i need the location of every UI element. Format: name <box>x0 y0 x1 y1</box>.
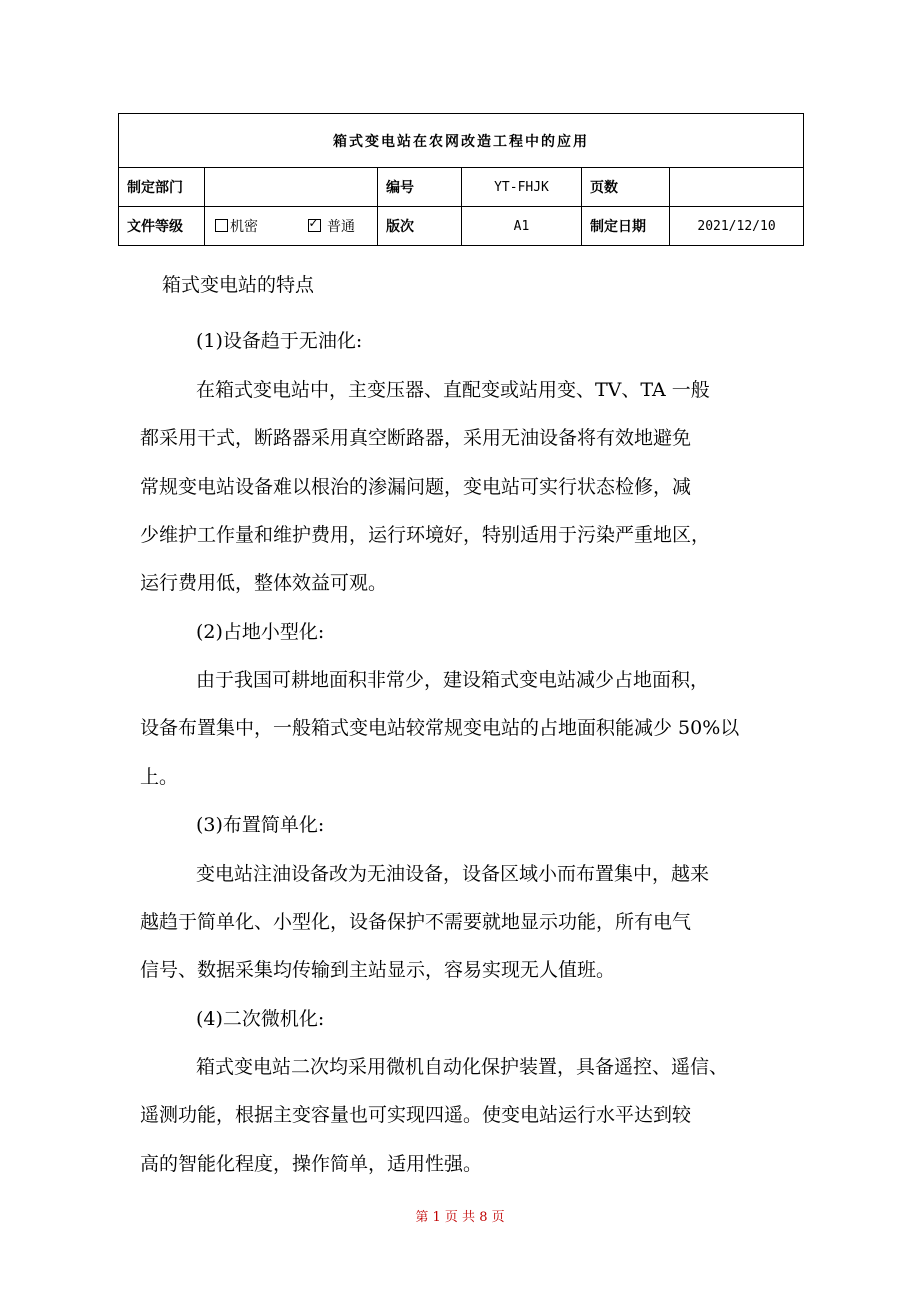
paragraph-line: 箱式变电站二次均采用微机自动化保护装置，具备遥控、遥信、 <box>196 1056 729 1078</box>
page-footer: 第 1 页 共 8 页 <box>415 1210 505 1225</box>
paragraph-line: 运行费用低，整体效益可观。 <box>140 572 388 594</box>
code-value: YT-FHJK <box>462 168 582 207</box>
paragraph-line: 上。 <box>140 766 179 788</box>
level-option-confidential <box>215 216 258 236</box>
paragraph-line: 高的智能化程度，操作简单，适用性强。 <box>140 1153 483 1175</box>
paragraph-line: 遥测功能，根据主变容量也可实现四遥。使变电站运行水平达到较 <box>140 1104 692 1126</box>
paragraph-line: 在箱式变电站中，主变压器、直配变或站用变、TV、TA 一般 <box>196 379 710 401</box>
document-title: 箱式变电站在农网改造工程中的应用 <box>119 114 804 168</box>
checkbox-checked-icon <box>308 219 321 232</box>
level-option-normal <box>308 216 355 236</box>
paragraph-line: 信号、数据采集均传输到主站显示，容易实现无人值班。 <box>140 959 616 981</box>
subheading: (4)二次微机化: <box>196 1008 325 1030</box>
checkbox-empty-icon <box>215 219 228 232</box>
pages-label: 页数 <box>582 168 670 207</box>
dept-value <box>205 168 378 207</box>
paragraph-line: 越趋于简单化、小型化，设备保护不需要就地显示功能，所有电气 <box>140 911 692 933</box>
paragraph-line: 变电站注油设备改为无油设备，设备区域小而布置集中，越来 <box>196 863 710 885</box>
code-label: 编号 <box>378 168 462 207</box>
paragraph-line: 常规变电站设备难以根治的渗漏问题，变电站可实行状态检修，减 <box>140 476 692 498</box>
level-options <box>205 207 378 246</box>
level-label: 文件等级 <box>119 207 205 246</box>
dept-label: 制定部门 <box>119 168 205 207</box>
subheading: (2)占地小型化: <box>196 621 325 643</box>
paragraph-line: 少维护工作量和维护费用，运行环境好，特别适用于污染严重地区， <box>140 524 711 546</box>
paragraph-line: 设备布置集中，一般箱式变电站较常规变电站的占地面积能减少 50%以 <box>140 717 740 739</box>
pages-value <box>670 168 804 207</box>
document-header-table <box>118 113 804 246</box>
paragraph-line: 都采用干式，断路器采用真空断路器，采用无油设备将有效地避免 <box>140 427 692 449</box>
version-label: 版次 <box>378 207 462 246</box>
subheading: (3)布置简单化: <box>196 814 325 836</box>
section-heading: 箱式变电站的特点 <box>162 274 315 296</box>
version-value: A1 <box>462 207 582 246</box>
paragraph-line: 由于我国可耕地面积非常少，建设箱式变电站减少占地面积， <box>196 669 710 691</box>
subheading: (1)设备趋于无油化: <box>196 330 363 352</box>
date-label: 制定日期 <box>582 207 670 246</box>
level-option-label: 普通 <box>327 219 355 235</box>
level-option-label: 机密 <box>230 219 258 235</box>
date-value: 2021/12/10 <box>670 207 804 246</box>
